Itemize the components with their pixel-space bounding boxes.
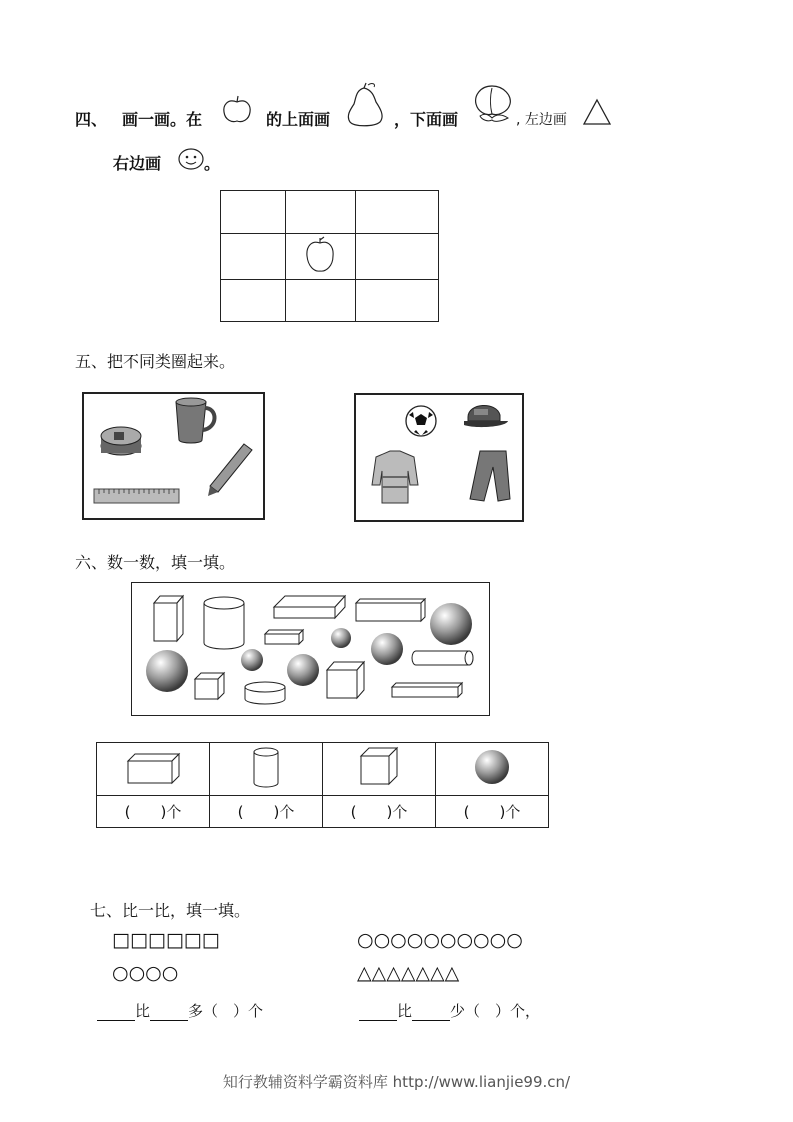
peach-icon (470, 82, 516, 126)
header-cube (323, 743, 436, 796)
squares-row: □□□□□□ (112, 929, 220, 951)
cylinder-shape (412, 651, 473, 665)
sweater-icon (372, 451, 418, 503)
drawing-grid (220, 190, 439, 322)
cap-icon (464, 405, 508, 427)
grid-cell[interactable] (221, 234, 286, 280)
section4-text6: 。 (204, 154, 221, 173)
smiley-icon (177, 146, 205, 172)
soccer-ball-icon (406, 406, 436, 436)
section7-title: 七、比一比，填一填。 (90, 901, 251, 920)
cube-icon (357, 746, 401, 788)
cylinder-shape (245, 682, 285, 704)
count-cell-sphere[interactable]: ( )个 (436, 796, 549, 828)
answer-blank[interactable] (359, 1002, 397, 1021)
count-table (96, 742, 549, 828)
grid-cell[interactable] (356, 191, 439, 234)
grid-cell[interactable] (356, 234, 439, 280)
sphere-shape (331, 628, 351, 648)
sphere-shape (241, 649, 263, 671)
cuboid-shape (392, 683, 462, 697)
section4-text3: ，下面画 (394, 110, 459, 129)
sharpener-icon (101, 427, 141, 455)
section4-number: 四、 (75, 110, 108, 129)
count-cell-cuboid[interactable]: ( )个 (97, 796, 210, 828)
section4-text2: 的上面画 (266, 110, 331, 129)
sphere-shape (287, 654, 319, 686)
section6-title: 六、数一数，填一填。 (75, 553, 236, 572)
circles-row: ○○○○○○○○○○ (357, 929, 523, 951)
count-cell-cylinder[interactable]: ( )个 (210, 796, 323, 828)
grid-cell[interactable] (221, 191, 286, 234)
cuboid-shape (154, 596, 183, 641)
sphere-icon (472, 747, 512, 787)
cuboid-icon (118, 747, 188, 787)
answer-blank[interactable] (97, 1002, 135, 1021)
circles-row-short: ○○○○ (112, 962, 179, 984)
compare-right: 比 少（ ）个， (359, 1000, 540, 1021)
pear-icon (344, 82, 386, 128)
grid-cell[interactable] (286, 280, 356, 322)
group-box-stationery (82, 392, 265, 520)
trousers-icon (470, 451, 510, 501)
grid-cell-center (286, 234, 356, 280)
cube-shape (327, 662, 364, 698)
apple-icon (222, 94, 252, 124)
cylinder-icon (246, 745, 286, 789)
ruler-icon (94, 489, 179, 503)
answer-blank[interactable] (412, 1002, 450, 1021)
grid-cell[interactable] (356, 280, 439, 322)
footer-watermark: 知行教辅资料学霸资料库 http://www.lianjie99.cn/ (222, 1073, 571, 1091)
mug-icon (176, 398, 215, 443)
triangle-icon (583, 98, 611, 126)
header-cylinder (210, 743, 323, 796)
cylinder-shape (204, 597, 244, 649)
apple-icon (286, 234, 355, 275)
cuboid-shape (274, 596, 345, 618)
header-cuboid (97, 743, 210, 796)
compare-left: 比 多（ ）个 (97, 1000, 263, 1021)
solid-shapes-box (131, 582, 490, 716)
grid-cell[interactable] (286, 191, 356, 234)
section4-text1: 画一画。在 (122, 110, 203, 129)
grid-cell[interactable] (221, 280, 286, 322)
cuboid-shape (265, 630, 303, 644)
section4-text5: 右边画 (113, 154, 162, 173)
section4-text4: , 左边画 (516, 112, 567, 128)
group-box-clothing (354, 393, 524, 522)
cuboid-shape (356, 599, 425, 621)
sphere-shape (146, 650, 188, 692)
pencil-icon (208, 444, 252, 496)
answer-blank[interactable] (150, 1002, 188, 1021)
cube-shape (195, 673, 224, 699)
triangles-row: △△△△△△△ (357, 962, 460, 984)
sphere-shape (430, 603, 472, 645)
header-sphere (436, 743, 549, 796)
section5-title: 五、把不同类圈起来。 (75, 352, 236, 371)
count-cell-cube[interactable]: ( )个 (323, 796, 436, 828)
sphere-shape (371, 633, 403, 665)
